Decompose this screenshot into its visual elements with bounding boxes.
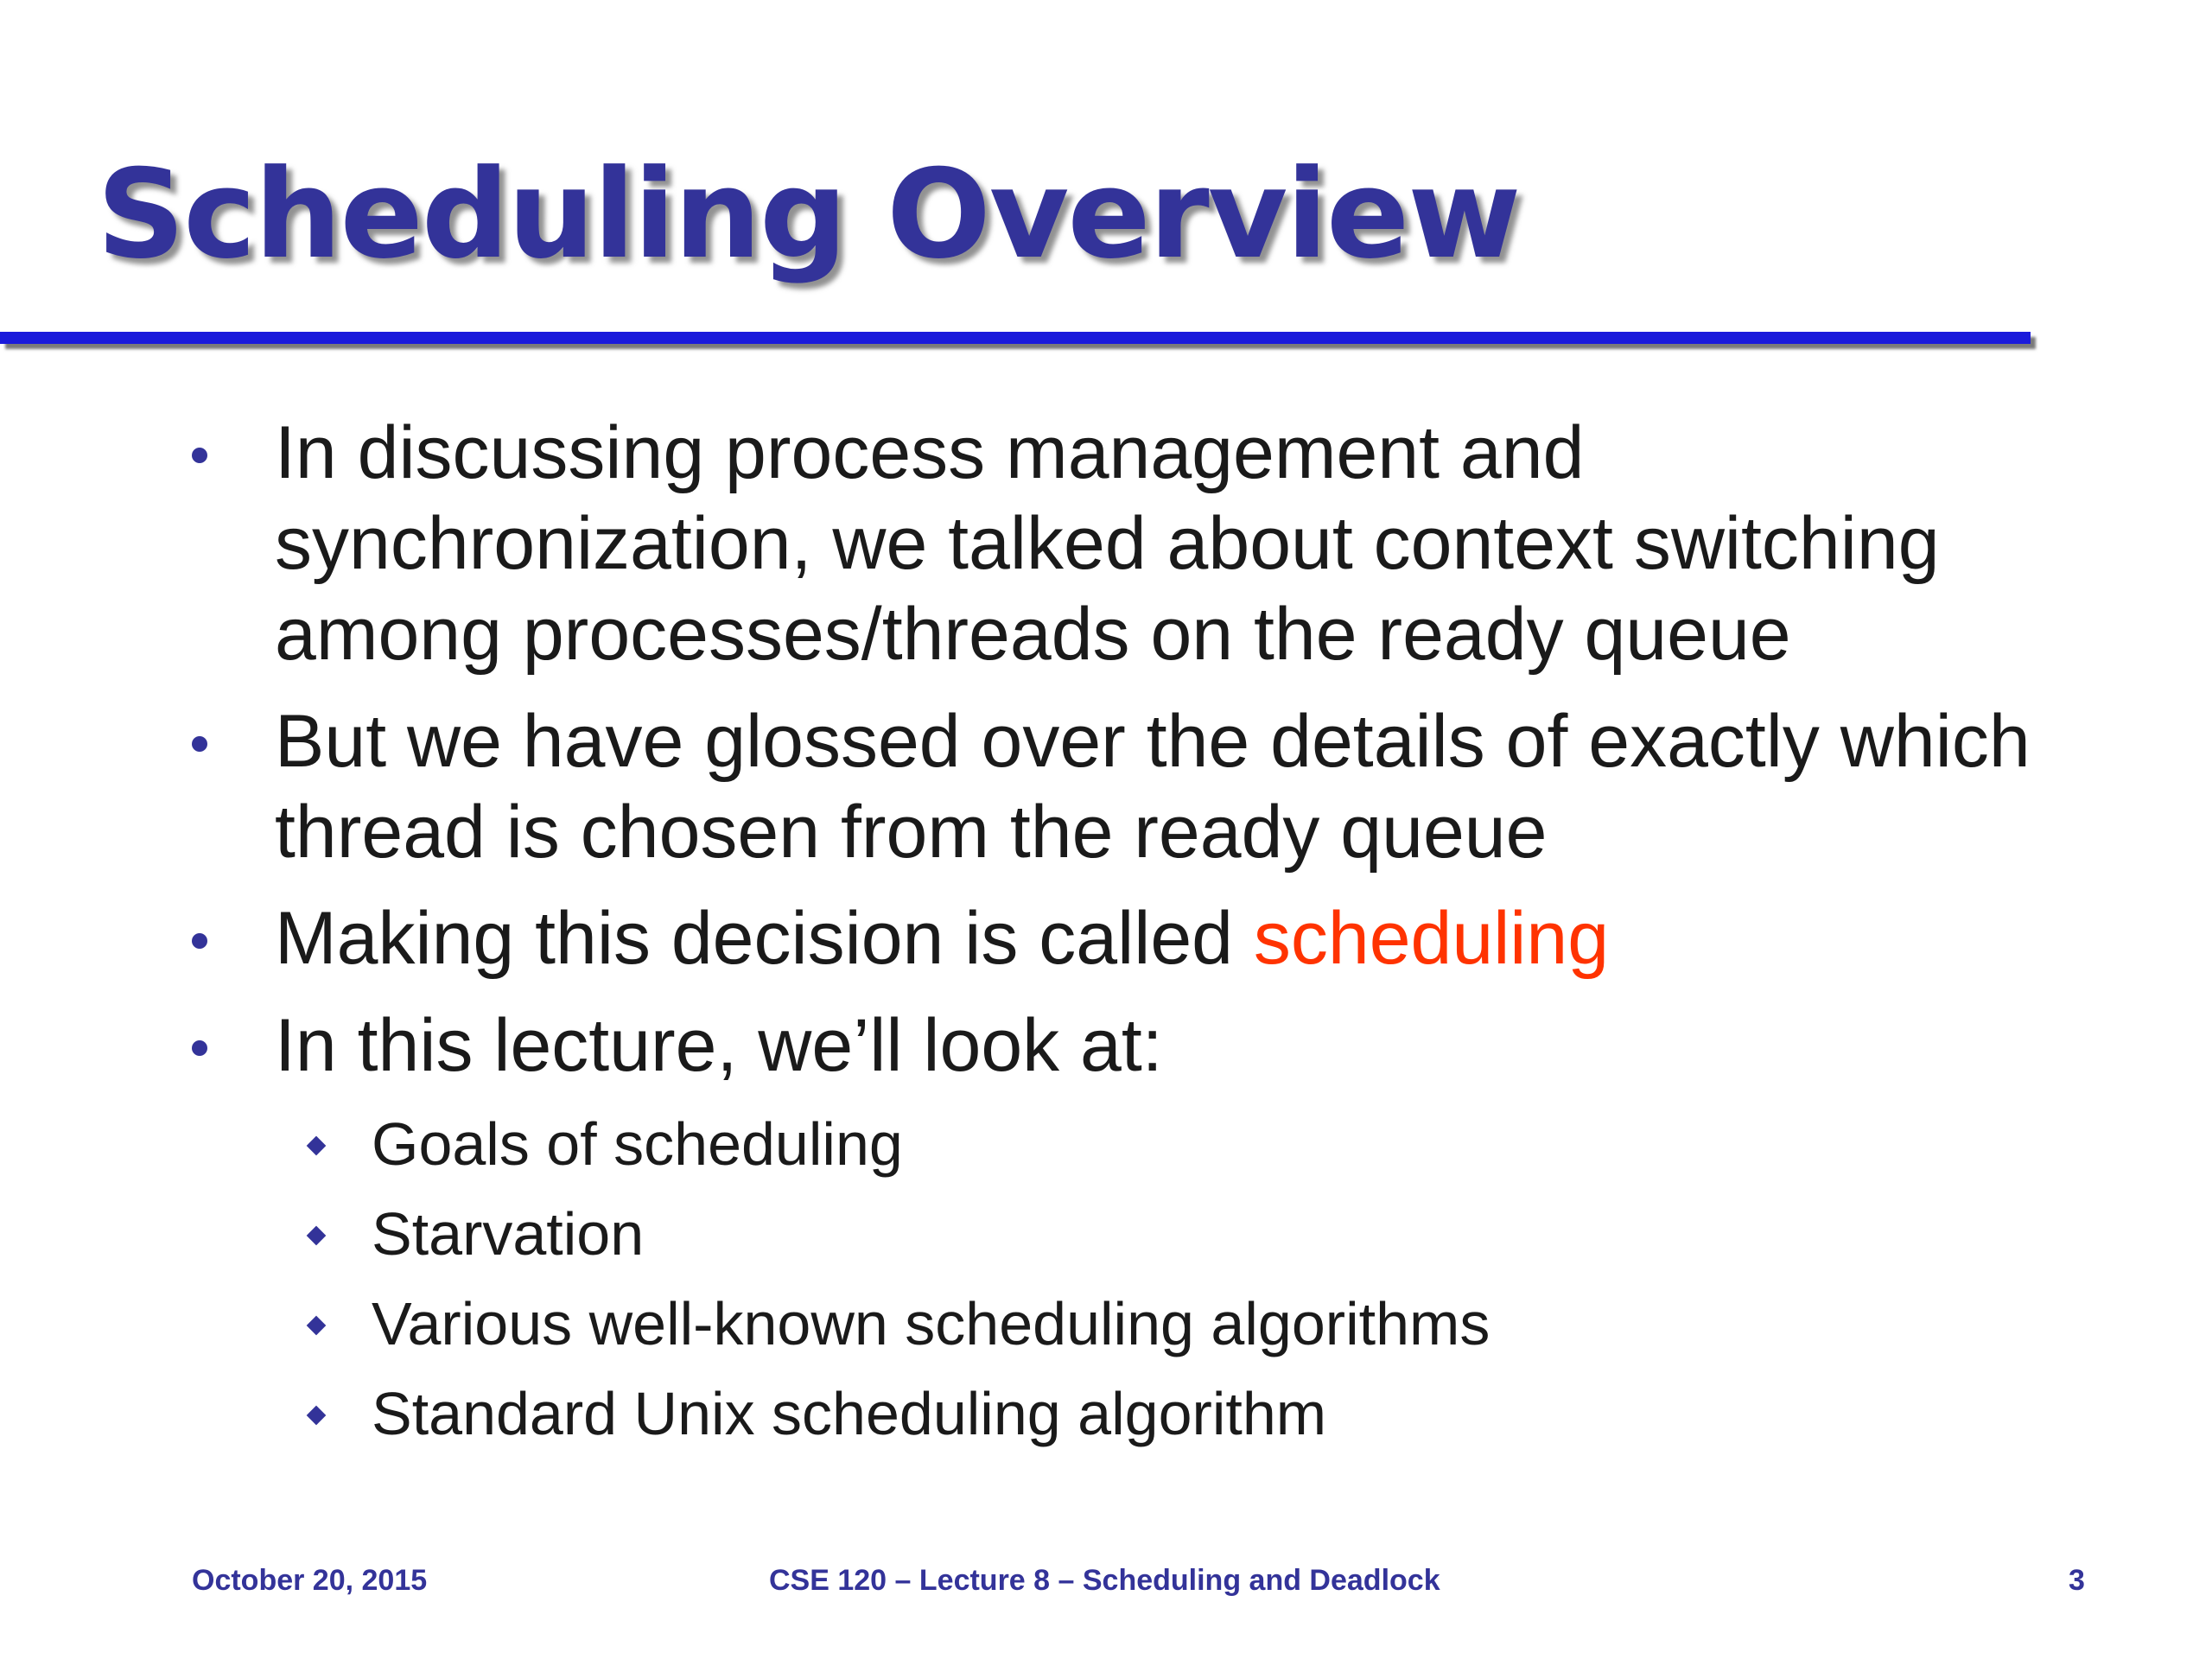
bullet-dot-icon [192, 1040, 207, 1056]
scheduling-emphasis: scheduling [1253, 897, 1610, 980]
bullet-dot-icon [192, 448, 207, 463]
bullet-1-line-2: synchronization, we talked about context switching [275, 502, 1940, 585]
bullet-2-line-1: But we have glossed over the details of exactly which [275, 700, 2031, 783]
diamond-bullet-icon [307, 1316, 327, 1336]
bullet-item-2 [275, 696, 2081, 878]
bullet-2-line-2: thread is chosen from the ready queue [275, 791, 1548, 874]
footer-page-number: 3 [2069, 1564, 2085, 1597]
footer-date: October 20, 2015 [192, 1564, 428, 1597]
bullet-4-text: In this lecture, we’ll look at: [275, 1004, 1163, 1087]
sub-bullet-4: Standard Unix scheduling algorithm [372, 1380, 1327, 1447]
bullet-item-4 [275, 1001, 2081, 1091]
bullet-dot-icon [192, 736, 207, 752]
diamond-bullet-icon [307, 1406, 327, 1426]
sub-bullet-3: Various well-known scheduling algorithms [372, 1290, 1491, 1357]
bullet-1-line-1: In discussing process management and [275, 411, 1585, 494]
bullet-1-line-3: among processes/threads on the ready queue [275, 593, 1791, 676]
bullet-item-3 [275, 893, 2081, 984]
diamond-bullet-icon [307, 1226, 327, 1246]
bullet-dot-icon [192, 933, 207, 949]
diamond-bullet-icon [307, 1136, 327, 1156]
sub-bullet-1: Goals of scheduling [372, 1110, 903, 1178]
bullet-item-1 [275, 408, 2081, 680]
sub-bullet-2: Starvation [372, 1200, 645, 1268]
footer-course-title: CSE 120 – Lecture 8 – Scheduling and Deadlock [769, 1564, 1440, 1597]
bullet-3-text: Making this decision is called [275, 897, 1254, 980]
slide-title: Scheduling Overview [97, 143, 1520, 286]
title-underline [0, 332, 2031, 344]
